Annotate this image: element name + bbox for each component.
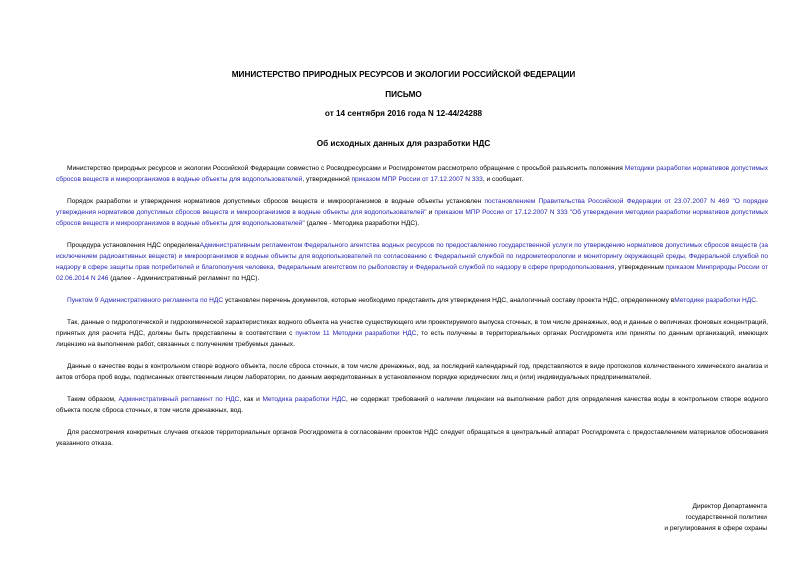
paragraph-8: [56, 427, 768, 449]
paragraph-1: [56, 163, 768, 185]
p1-text-2: , утвержденной: [302, 176, 352, 183]
p7-text-2: , как и: [239, 396, 263, 403]
link-methodology[interactable]: Методики разработки нормативов допустимых сбросов веществ и микроорганизмов в водные объекты для водопользователей: [56, 165, 768, 183]
p2-text-3: (далее - Методика разработки НДС).: [304, 220, 420, 227]
signature-line-3: и регулирования в сфере охраны: [664, 525, 767, 532]
link-item-11-methodology[interactable]: пунктом 11 Методики разработки НДС: [295, 330, 417, 337]
document-date-number: от 14 сентября 2016 года N 12-44/24288: [324, 109, 483, 118]
p5-text-1: Так, данные о гидрологической и гидрохимической характеристиках водного объекта на участке существующего или проектируемого выпуска сточных, в том числе дренажных, вод и данные о величинах фоновых концентраций, принятых для расчета НДС, должны быть представлены в соответствии с: [56, 319, 768, 337]
p3-text-3: (далее - Административный регламент по НДС).: [108, 275, 260, 282]
link-order-333-methodology[interactable]: приказом МПР России от 17.12.2007 N 333 "Об утверждении методики разработки нормативов допустимых сбросов веществ и микроорганизмов в водные объекты для водопользователей": [56, 209, 768, 227]
link-item-9-regulation[interactable]: Пунктом 9 Административного регламента по НДС: [67, 297, 224, 304]
p2-text-2: и: [426, 209, 435, 216]
paragraph-2: [56, 196, 768, 229]
paragraph-7: [56, 394, 768, 416]
p2-text-1: Порядок разработки и утверждения нормативов допустимых сбросов веществ и микроорганизмов в водные объекты установлен: [67, 198, 485, 205]
signature-block: [664, 501, 767, 534]
p7-text-3: , не содержат требований о наличии лицензии на выполнение работ для определения качества воды в контрольном створе водного объекта после сброса сточных, в том числе дренажных, вод.: [56, 396, 768, 414]
letter-body: [56, 163, 768, 449]
p4-text-2: .: [756, 297, 758, 304]
signature-line-2: государственной политики: [685, 514, 767, 521]
p1-text-3: , и сообщает.: [482, 176, 524, 183]
paragraph-6: [56, 361, 768, 383]
p7-text-1: Таким образом,: [67, 396, 119, 403]
document-subject: Об исходных данных для разработки НДС: [316, 139, 491, 148]
link-order-333[interactable]: приказом МПР России от 17.12.2007 N 333: [351, 176, 483, 183]
p5-text-2: , то есть получены в территориальных органах Росгидромета или приняты по данным организаций, имеющих лицензию на выполнение работ, связанных с получением требуемых данных.: [56, 330, 768, 348]
p4-text-1: установлен перечень документов, которые необходимо представить для утверждения НДС, аналогичный составу проекта НДС, определенному в: [223, 297, 675, 304]
p6-text-1: Данные о качестве воды в контрольном створе водного объекта, после сброса сточных, в том числе дренажных, вод, за последний календарный год, представляются в виде протоколов количественного химического анализа и актов отбора проб воды, подписанных ответственным лицом лаборатории, по данным аккредитованных в установленном порядке юридических лиц и (или) индивидуальных предпринимателей.: [56, 363, 768, 381]
document-type: ПИСЬМО: [385, 90, 422, 99]
p3-text-2: , утвержденным: [614, 264, 666, 271]
p3-text-1: Процедура установления НДС определена: [67, 242, 200, 249]
paragraph-4: [56, 295, 768, 306]
p8-text-1: Для рассмотрения конкретных случаев отказов территориальных органов Росгидромета в согласовании проектов НДС следует обращаться в центральный аппарат Росгидромета с предоставлением материалов обоснования указанного отказа.: [56, 429, 768, 447]
link-methodology-nds-2[interactable]: Методика разработки НДС: [262, 396, 346, 403]
link-order-246[interactable]: приказом Минприроды России от 02.06.2014 N 246: [56, 264, 768, 282]
link-administrative-regulation[interactable]: Административным регламентом Федерального агентства водных ресурсов по предоставлению государственной услуги по утверждению нормативов допустимых сбросов веществ (за исключением радиоактивных веществ) и микроорганизмов в водные объекты для водопользователей по согласованию с Федеральной службой по гидрометеорологии и мониторингу окружающей среды, Федеральной службой по надзору в сфере защиты прав потребителей и благополучия человека, Федеральным агентством по рыболовству и Федеральной службой по надзору в сфере природопользования: [56, 242, 769, 271]
paragraph-3: [56, 240, 768, 284]
ministry-title: МИНИСТЕРСТВО ПРИРОДНЫХ РЕСУРСОВ И ЭКОЛОГИИ РОССИЙСКОЙ ФЕДЕРАЦИИ: [231, 70, 576, 79]
p1-text-1: Министерство природных ресурсов и экологии Российской Федерации совместно с Росводресурсами и Росгидрометом рассмотрело обращение с просьбой разъяснить положения: [67, 165, 625, 172]
paragraph-5: [56, 317, 768, 350]
link-administrative-regulation-nds[interactable]: Административный регламент по НДС: [118, 396, 240, 403]
link-government-decree-469[interactable]: постановлением Правительства Российской Федерации от 23.07.2007 N 469 "О порядке утверждения нормативов допустимых сбросов веществ и микроорганизмов в водные объекты для водопользователей": [56, 198, 768, 216]
link-methodology-nds[interactable]: Методике разработки НДС: [674, 297, 757, 304]
signature-line-1: Директор Департамента: [692, 503, 767, 510]
